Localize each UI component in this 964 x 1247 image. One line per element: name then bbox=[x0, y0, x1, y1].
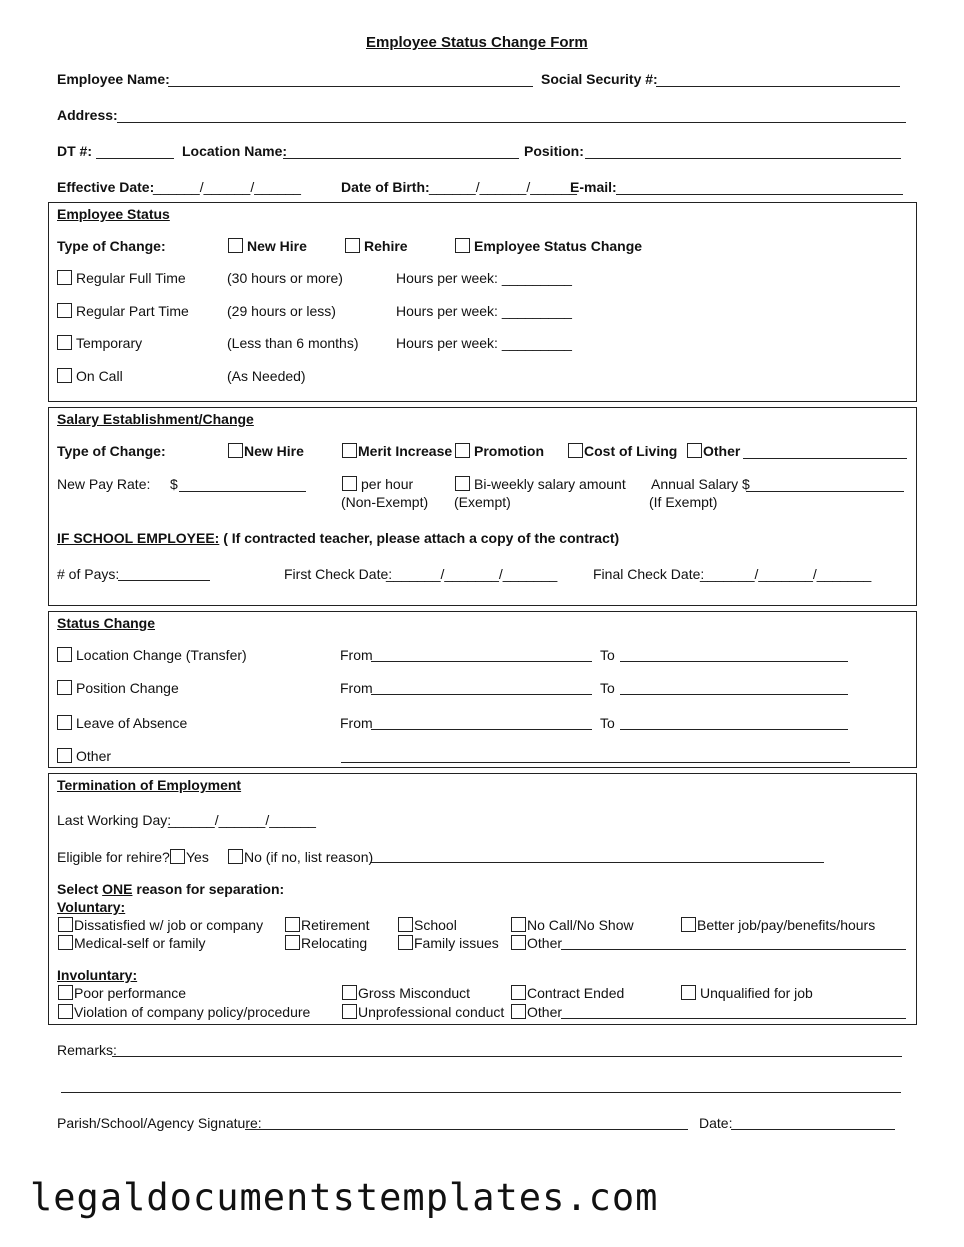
contract-ended-option[interactable]: Contract Ended bbox=[511, 985, 624, 1001]
regular-part-time-note: (29 hours or less) bbox=[227, 303, 336, 319]
checkbox[interactable] bbox=[58, 985, 73, 1000]
signature-label: Parish/School/Agency Signature: bbox=[57, 1115, 262, 1131]
dissatisfied-option[interactable]: Dissatisfied w/ job or company bbox=[58, 917, 263, 933]
cost-of-living-option[interactable]: Cost of Living bbox=[568, 443, 677, 459]
status-change-heading: Status Change bbox=[57, 615, 156, 631]
checkbox[interactable] bbox=[57, 715, 72, 730]
from-label: From bbox=[340, 715, 373, 731]
unqualified-option[interactable]: Unqualified for job bbox=[681, 985, 813, 1001]
dob-label: Date of Birth: bbox=[341, 179, 430, 195]
rehire-reason-field[interactable] bbox=[370, 862, 824, 863]
eligible-rehire-label: Eligible for rehire? bbox=[57, 849, 170, 865]
position-change-option[interactable]: Position Change bbox=[57, 680, 179, 696]
checkbox[interactable] bbox=[58, 917, 73, 932]
termination-heading: Termination of Employment bbox=[57, 777, 242, 793]
checkbox[interactable] bbox=[455, 238, 470, 253]
salary-other-field[interactable] bbox=[743, 458, 907, 459]
merit-increase-option[interactable]: Merit Increase bbox=[342, 443, 452, 459]
involuntary-other-field[interactable] bbox=[561, 1018, 906, 1019]
date-label: Date: bbox=[699, 1115, 733, 1131]
checkbox[interactable] bbox=[285, 935, 300, 950]
checkbox[interactable] bbox=[57, 335, 72, 350]
checkbox[interactable] bbox=[228, 443, 243, 458]
checkbox[interactable] bbox=[58, 1004, 73, 1019]
remarks-label: Remarks: bbox=[57, 1042, 117, 1058]
rehire-no-option[interactable]: No (if no, list reason) bbox=[228, 849, 373, 865]
effective-date-label: Effective Date: bbox=[57, 179, 155, 195]
num-pays-label: # of Pays: bbox=[57, 566, 120, 582]
checkbox[interactable] bbox=[455, 443, 470, 458]
to-label: To bbox=[600, 647, 615, 663]
checkbox[interactable] bbox=[342, 1004, 357, 1019]
better-job-option[interactable]: Better job/pay/benefits/hours bbox=[681, 917, 875, 933]
annual-salary-field[interactable] bbox=[746, 491, 904, 492]
position-to-field[interactable] bbox=[620, 694, 848, 695]
salary-type-label: Type of Change: bbox=[57, 443, 166, 459]
checkbox[interactable] bbox=[285, 917, 300, 932]
salary-other-option[interactable]: Other bbox=[687, 443, 740, 459]
ssn-label: Social Security #: bbox=[541, 71, 658, 87]
biweekly-option[interactable]: Bi-weekly salary amount bbox=[455, 476, 626, 492]
checkbox[interactable] bbox=[511, 1004, 526, 1019]
location-from-field[interactable] bbox=[371, 661, 592, 662]
last-working-day-field[interactable]: ______/______/______ bbox=[168, 812, 316, 828]
employee-status-heading: Employee Status bbox=[57, 206, 170, 222]
unprofessional-option[interactable]: Unprofessional conduct bbox=[342, 1004, 504, 1020]
remarks-field[interactable] bbox=[112, 1056, 902, 1057]
status-other-field[interactable] bbox=[341, 762, 850, 763]
checkbox[interactable] bbox=[342, 443, 357, 458]
violation-option[interactable]: Violation of company policy/procedure bbox=[58, 1004, 310, 1020]
last-working-day-label: Last Working Day: bbox=[57, 812, 172, 828]
first-check-date-field[interactable]: _______/_______/_______ bbox=[386, 566, 558, 582]
first-check-date-label: First Check Date: bbox=[284, 566, 393, 582]
voluntary-other-option[interactable]: Other bbox=[511, 935, 562, 951]
email-field[interactable] bbox=[616, 194, 903, 195]
signature-field[interactable] bbox=[245, 1129, 688, 1130]
signature-date-field[interactable] bbox=[731, 1129, 895, 1130]
non-exempt-note: (Non-Exempt) bbox=[341, 494, 429, 510]
employee-status-section bbox=[48, 202, 917, 402]
leave-of-absence-option[interactable]: Leave of Absence bbox=[57, 715, 187, 731]
annual-salary-label: Annual Salary $ bbox=[651, 476, 750, 492]
new-pay-rate-label: New Pay Rate: bbox=[57, 476, 151, 492]
hours-per-week-field[interactable]: Hours per week: _________ bbox=[396, 270, 572, 286]
rehire-yes-option[interactable]: Yes bbox=[170, 849, 209, 865]
checkbox[interactable] bbox=[57, 680, 72, 695]
position-field[interactable] bbox=[585, 158, 901, 159]
checkbox[interactable] bbox=[57, 748, 72, 763]
on-call-note: (As Needed) bbox=[227, 368, 306, 384]
school-employee-note: IF SCHOOL EMPLOYEE: ( If contracted teacher, please attach a copy of the contract) bbox=[57, 530, 620, 546]
involuntary-heading: Involuntary: bbox=[57, 967, 138, 983]
temporary-note: (Less than 6 months) bbox=[227, 335, 359, 351]
voluntary-heading: Voluntary: bbox=[57, 899, 126, 915]
location-to-field[interactable] bbox=[620, 661, 848, 662]
effective-date-field[interactable]: ______/______/______ bbox=[153, 179, 301, 195]
watermark: legaldocumentstemplates.com bbox=[30, 1176, 659, 1219]
checkbox[interactable] bbox=[345, 238, 360, 253]
checkbox[interactable] bbox=[57, 647, 72, 662]
form-title: Employee Status Change Form bbox=[366, 34, 588, 51]
ssn-field[interactable] bbox=[656, 86, 900, 87]
promotion-option[interactable]: Promotion bbox=[455, 443, 544, 459]
checkbox[interactable] bbox=[228, 849, 243, 864]
checkbox[interactable] bbox=[57, 270, 72, 285]
school-option[interactable]: School bbox=[398, 917, 457, 933]
hours-per-week-field[interactable]: Hours per week: _________ bbox=[396, 335, 572, 351]
employee-name-field[interactable] bbox=[168, 86, 533, 87]
new-pay-rate-field[interactable] bbox=[179, 491, 306, 492]
select-reason-label: Select ONE reason for separation: bbox=[57, 881, 285, 897]
checkbox[interactable] bbox=[511, 935, 526, 950]
relocating-option[interactable]: Relocating bbox=[285, 935, 367, 951]
per-hour-option[interactable]: per hour bbox=[342, 476, 413, 492]
checkbox[interactable] bbox=[511, 917, 526, 932]
poor-performance-option[interactable]: Poor performance bbox=[58, 985, 186, 1001]
salary-new-hire-option[interactable]: New Hire bbox=[228, 443, 304, 459]
checkbox[interactable] bbox=[57, 303, 72, 318]
checkbox[interactable] bbox=[455, 476, 470, 491]
retirement-option[interactable]: Retirement bbox=[285, 917, 369, 933]
exempt-note: (Exempt) bbox=[454, 494, 511, 510]
address-label: Address: bbox=[57, 107, 118, 123]
salary-heading: Salary Establishment/Change bbox=[57, 411, 254, 427]
voluntary-other-field[interactable] bbox=[561, 949, 906, 950]
status-other-option[interactable]: Other bbox=[57, 748, 111, 764]
checkbox[interactable] bbox=[568, 443, 583, 458]
remarks-field-line-2[interactable] bbox=[61, 1092, 901, 1093]
regular-full-time-note: (30 hours or more) bbox=[227, 270, 343, 286]
checkbox[interactable] bbox=[170, 849, 185, 864]
dt-field[interactable] bbox=[96, 158, 174, 159]
checkbox[interactable] bbox=[398, 917, 413, 932]
gross-misconduct-option[interactable]: Gross Misconduct bbox=[342, 985, 470, 1001]
if-exempt-note: (If Exempt) bbox=[649, 494, 718, 510]
final-check-date-field[interactable]: _______/_______/_______ bbox=[700, 566, 872, 582]
involuntary-other-option[interactable]: Other bbox=[511, 1004, 562, 1020]
checkbox[interactable] bbox=[398, 935, 413, 950]
leave-to-field[interactable] bbox=[620, 729, 848, 730]
checkbox[interactable] bbox=[681, 985, 696, 1000]
dt-label: DT #: bbox=[57, 143, 92, 159]
address-field[interactable] bbox=[117, 122, 906, 123]
dollar-sign: $ bbox=[170, 476, 178, 492]
location-name-label: Location Name: bbox=[182, 143, 288, 159]
family-issues-option[interactable]: Family issues bbox=[398, 935, 499, 951]
on-call-option[interactable]: On Call bbox=[57, 368, 123, 384]
status-change-option[interactable]: Employee Status Change bbox=[455, 238, 642, 254]
status-new-hire-option[interactable]: New Hire bbox=[228, 238, 307, 254]
medical-option[interactable]: Medical-self or family bbox=[58, 935, 205, 951]
checkbox[interactable] bbox=[681, 917, 696, 932]
status-type-label: Type of Change: bbox=[57, 238, 166, 254]
checkbox[interactable] bbox=[57, 368, 72, 383]
num-pays-field[interactable] bbox=[118, 580, 210, 581]
location-name-field[interactable] bbox=[283, 158, 519, 159]
from-label: From bbox=[340, 647, 373, 663]
status-rehire-option[interactable]: Rehire bbox=[345, 238, 408, 254]
location-change-option[interactable]: Location Change (Transfer) bbox=[57, 647, 247, 663]
dob-field[interactable]: ______/______/______ bbox=[429, 179, 577, 195]
leave-from-field[interactable] bbox=[371, 729, 592, 730]
regular-part-time-option[interactable]: Regular Part Time bbox=[57, 303, 189, 319]
employee-name-label: Employee Name: bbox=[57, 71, 170, 87]
position-from-field[interactable] bbox=[371, 694, 592, 695]
checkbox[interactable] bbox=[58, 935, 73, 950]
position-label: Position: bbox=[524, 143, 584, 159]
temporary-option[interactable]: Temporary bbox=[57, 335, 142, 351]
checkbox[interactable] bbox=[342, 985, 357, 1000]
to-label: To bbox=[600, 680, 615, 696]
no-call-option[interactable]: No Call/No Show bbox=[511, 917, 634, 933]
checkbox[interactable] bbox=[228, 238, 243, 253]
hours-per-week-field[interactable]: Hours per week: _________ bbox=[396, 303, 572, 319]
final-check-date-label: Final Check Date: bbox=[593, 566, 705, 582]
to-label: To bbox=[600, 715, 615, 731]
email-label: E-mail: bbox=[570, 179, 617, 195]
checkbox[interactable] bbox=[511, 985, 526, 1000]
from-label: From bbox=[340, 680, 373, 696]
regular-full-time-option[interactable]: Regular Full Time bbox=[57, 270, 186, 286]
checkbox[interactable] bbox=[687, 443, 702, 458]
checkbox[interactable] bbox=[342, 476, 357, 491]
